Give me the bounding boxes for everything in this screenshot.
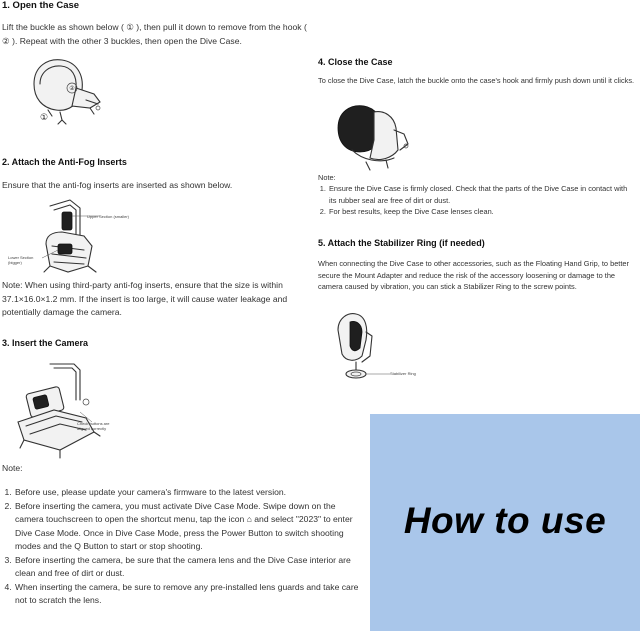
- section-antifog-text: Ensure that the anti-fog inserts are inserted as shown below.: [2, 180, 233, 190]
- section-stabilizer-title: 5. Attach the Stabilizer Ring (if needed): [318, 238, 485, 248]
- marker-1: ①: [39, 113, 49, 123]
- close-note-item: 1. Ensure the Dive Case is firmly closed. Check that the parts of the Dive Case in contact with its rubber seal are free of dirt or dust.: [328, 183, 636, 206]
- insert-note-item: 2. Before inserting the camera, you must activate Dive Case Mode. Swipe down on the camera touchscreen to open the shortcut menu, tap the icon ⌂ and select "2023" to enter Dive Case Mode. Once in Dive Case Mode, press the Power Button to switch shooting modes and the Q Button to start or stop shooting.: [14, 500, 364, 554]
- section-close-text: To close the Dive Case, latch the buckle onto the case's hook and firmly push down until it clicks.: [318, 76, 635, 85]
- label-lower-section: Lower Section (bigger): [8, 255, 34, 265]
- label-stabilizer-ring: Stabilizer Ring: [390, 371, 416, 376]
- insert-note-item: 1. Before use, please update your camera's firmware to the latest version.: [14, 486, 364, 500]
- close-note-item: 2. For best results, keep the Dive Case lenses clean.: [328, 206, 636, 218]
- close-case-illustration: [332, 100, 414, 172]
- marker-2: ②: [69, 85, 75, 92]
- section-close-note-label: Note:: [318, 173, 336, 182]
- section-close-title: 4. Close the Case: [318, 57, 393, 67]
- how-to-use-text: How to use: [403, 500, 607, 541]
- insert-note-item: 3. Before inserting the camera, be sure that the camera lens and the Dive Case interior are clean and free of dirt or dust.: [14, 554, 364, 581]
- section-antifog-title: 2. Attach the Anti-Fog Inserts: [2, 157, 127, 167]
- antifog-illustration: [40, 196, 112, 278]
- section-close-notes: [318, 183, 636, 218]
- section-stabilizer-text: When connecting the Dive Case to other accessories, such as the Floating Hand Grip, to better secure the Mount Adapter and reduce the risk of the accessory loosening or damage to the camera caused by vibration, you can stick a Stabilizer Ring to the screw points.: [318, 259, 629, 292]
- section-open-text: Lift the buckle as shown below ( ① ), then pull it down to remove from the hook ( ② ). Repeat with the other 3 buckles, then open the Dive Case.: [2, 22, 307, 46]
- section-open-title: 1. Open the Case: [2, 0, 80, 11]
- open-case-illustration: [28, 54, 110, 126]
- label-check-buttons: Check buttons are aligned correctly: [77, 421, 110, 431]
- how-to-use-banner: [370, 414, 640, 631]
- section-antifog-note: Note: When using third-party anti-fog inserts, ensure that the size is within 37.1×16.0×1.2 mm. If the insert is too large, it will cause water leakage and potentially damage the camera.: [2, 280, 288, 317]
- section-insert-notes: [2, 486, 364, 608]
- section-insert-note-label: Note:: [2, 463, 23, 473]
- label-upper-section: Upper Section (smaller): [87, 214, 130, 219]
- insert-camera-illustration: [14, 360, 104, 460]
- section-insert-title: 3. Insert the Camera: [2, 338, 89, 348]
- insert-note-item: 4. When inserting the camera, be sure to remove any pre-installed lens guards and take care not to scratch the lens.: [14, 581, 364, 608]
